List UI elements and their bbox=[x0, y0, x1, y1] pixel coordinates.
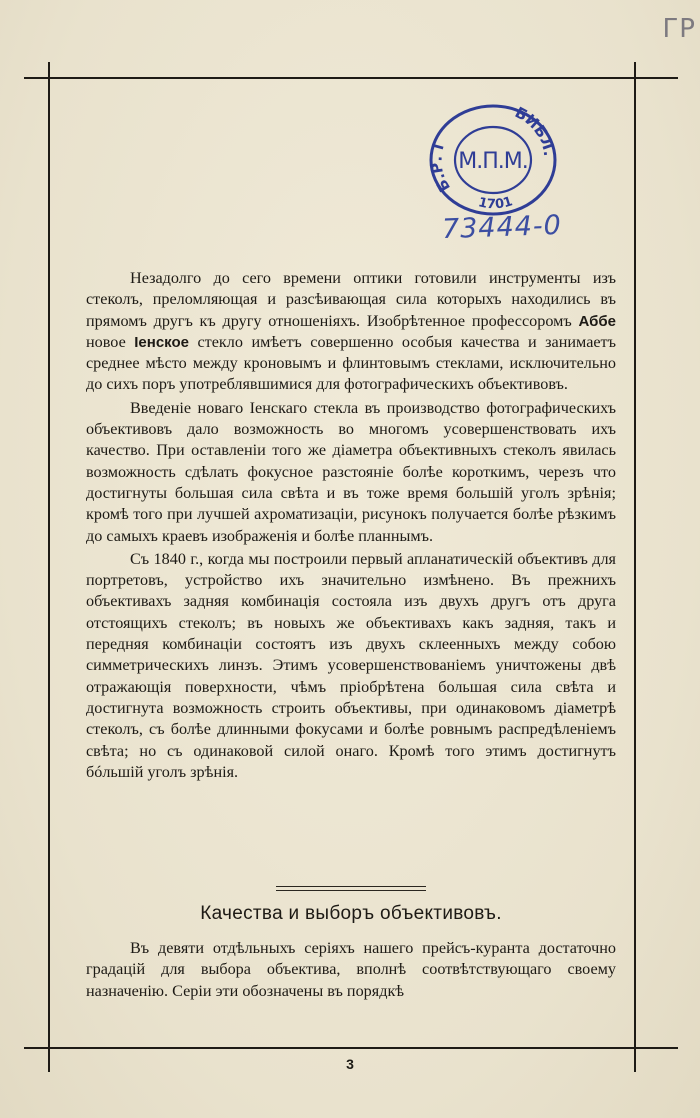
paragraph-2: Введеніе новаго Іенскаго стекла въ производство фотографическихъ объективовъ дало возможность во многомъ усовершенствовать ихъ качество. При оставленіи того же діаметра объективныхъ стеколъ явилась возможность сдѣлать фокусное разстояніе болѣе короткимъ, черезъ что достигнуты большая сила свѣта и въ тоже время большій уголъ зрѣнія; кромѣ того при лучшей ахроматизаціи, рисунокъ получается болѣе рѣзкимъ до самыхъ краевъ изображенія и болѣе планнымъ. bbox=[86, 398, 616, 545]
section-text-block bbox=[86, 938, 616, 1004]
bottom-border-rule bbox=[24, 1047, 678, 1049]
paragraph-1: Незадолго до сего времени оптики готовили инструменты изъ стеколъ, преломляющая и разсѣивающая сила которыхъ находились въ прямомъ другъ къ другу отношеніяхъ. Изобрѣтенное профессоромъ Аббе новое Іенское стекло имѣетъ совершенно особыя качества и занимаетъ среднее мѣсто между кроновымъ и флинтовымъ стеклами, исключительно до сихъ поръ употреблявшимися для фотографическихъ объективовъ. bbox=[86, 269, 617, 394]
top-border-rule bbox=[24, 77, 678, 79]
stamp-ring-right-text: БИБЛ. bbox=[511, 103, 559, 158]
section-paragraph: Въ девяти отдѣльныхъ серіяхъ нашего прейсъ-куранта достаточно градацій для выбора объектива, вполнѣ соотвѣтствующаго своему назначенію. Серіи эти обозначены въ порядкѣ bbox=[86, 939, 616, 1000]
section-heading: Качества и выборъ объективовъ. bbox=[200, 903, 502, 924]
page-number: 3 bbox=[346, 1056, 354, 1072]
name-jena: Іенское bbox=[134, 333, 189, 351]
section-divider bbox=[276, 886, 426, 891]
svg-text:Б.Р. I bbox=[427, 142, 454, 195]
stamp-ring-left-text: Б.Р. I bbox=[427, 141, 454, 196]
svg-text:1701 bbox=[477, 194, 515, 212]
right-border-rule bbox=[634, 62, 636, 1072]
name-abbe: Аббе bbox=[578, 312, 616, 330]
main-text-block bbox=[86, 268, 616, 785]
stamp-center-text: М.П.М. bbox=[458, 149, 528, 174]
handwritten-inventory-number: 73444-0 bbox=[441, 209, 563, 246]
paragraph-3: Съ 1840 г., когда мы построили первый апланатическій объективъ для портретовъ, устройство ихъ значительно измѣнено. Въ прежнихъ объективахъ задняя комбинація состояла изъ двухъ другъ отъ друга отстоящихъ стеколъ; въ новыхъ же объективахъ какъ задняя, такъ и передняя комбинаціи состоятъ изъ двухъ склеенныхъ между собою симметрическихъ линзъ. Этимъ усовершенствованіемъ уничтожены двѣ отражающія поверхности, чѣмъ пріобрѣтена большая сила свѣта и достигнута возможность строить объективы, при одинаковомъ діаметрѣ стеколъ, съ болѣе длинными фокусами и болѣе ровнымъ распредѣленіемъ свѣта; но съ одинаковой силой онаго. Кромѣ того этимъ достигнутъ бóльшій уголъ зрѣнія. bbox=[86, 549, 616, 781]
library-stamp bbox=[426, 102, 560, 218]
handwritten-corner-mark: ГР bbox=[662, 14, 696, 44]
stamp-ring-bottom-text: 1701 bbox=[476, 194, 515, 213]
left-border-rule bbox=[48, 62, 50, 1072]
